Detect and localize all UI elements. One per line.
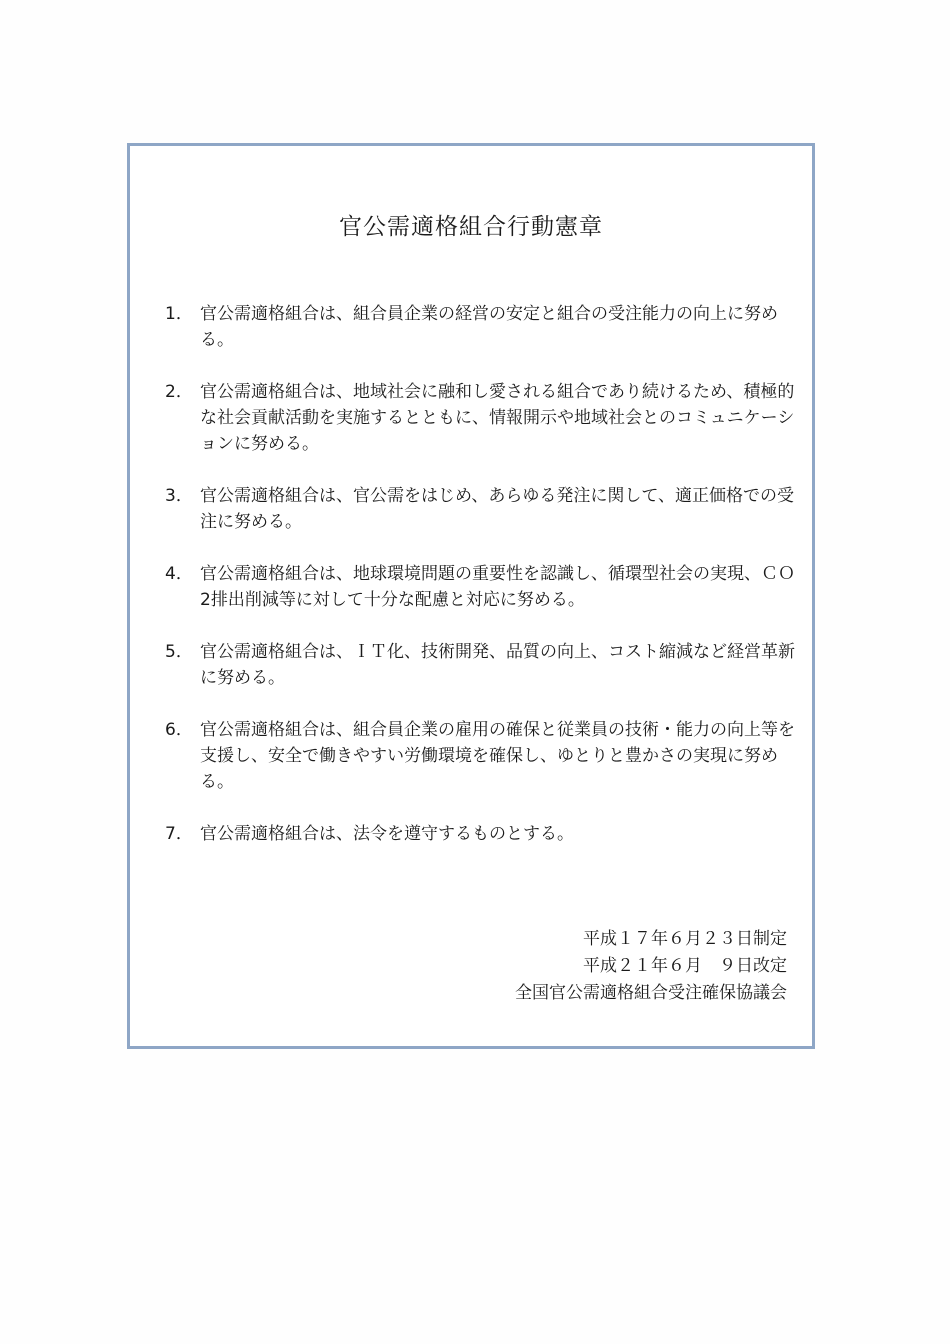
charter-item-1 [165,301,795,353]
charter-item-7 [165,821,795,847]
charter-item-4 [165,561,795,613]
charter-item-6 [165,717,795,795]
item-number: 1． [165,304,193,324]
item-text: 官公需適格組合は、法令を遵守するものとする。 [200,824,574,844]
item-text: 官公需適格組合は、組合員企業の雇用の確保と従業員の技術・能力の向上等を支援し、安全で働きやすい労働環境を確保し、ゆとりと豊かさの実現に努める。 [200,720,795,792]
charter-item-5 [165,639,795,691]
charter-item-3 [165,483,795,535]
item-text: 官公需適格組合は、組合員企業の経営の安定と組合の受注能力の向上に努める。 [200,304,778,350]
item-number: 6． [165,720,193,740]
item-text: 官公需適格組合は、ＩＴ化、技術開発、品質の向上、コスト縮減など経営革新に努める。 [200,642,795,688]
charter-frame [127,143,815,1049]
signature-block [515,926,787,1007]
charter-items [165,301,795,873]
revised-date: 平成２１年６月 ９日改定 [583,956,787,976]
item-number: 5． [165,642,193,662]
document-title: 官公需適格組合行動憲章 [339,214,603,240]
item-text: 官公需適格組合は、官公需をはじめ、あらゆる発注に関して、適正価格での受注に努める。 [200,486,794,532]
item-number: 3． [165,486,193,506]
item-number: 4． [165,564,193,584]
item-number: 2． [165,382,193,402]
charter-item-2 [165,379,795,457]
item-number: 7． [165,824,193,844]
item-text: 官公需適格組合は、地域社会に融和し愛される組合であり続けるため、積極的な社会貢献活動を実施するとともに、情報開示や地域社会とのコミュニケーションに努める。 [200,382,795,454]
organization-name: 全国官公需適格組合受注確保協議会 [515,983,787,1003]
item-text: 官公需適格組合は、地球環境問題の重要性を認識し、循環型社会の実現、ＣＯ2排出削減等に対して十分な配慮と対応に努める。 [200,564,795,610]
established-date: 平成１７年６月２３日制定 [583,929,787,949]
